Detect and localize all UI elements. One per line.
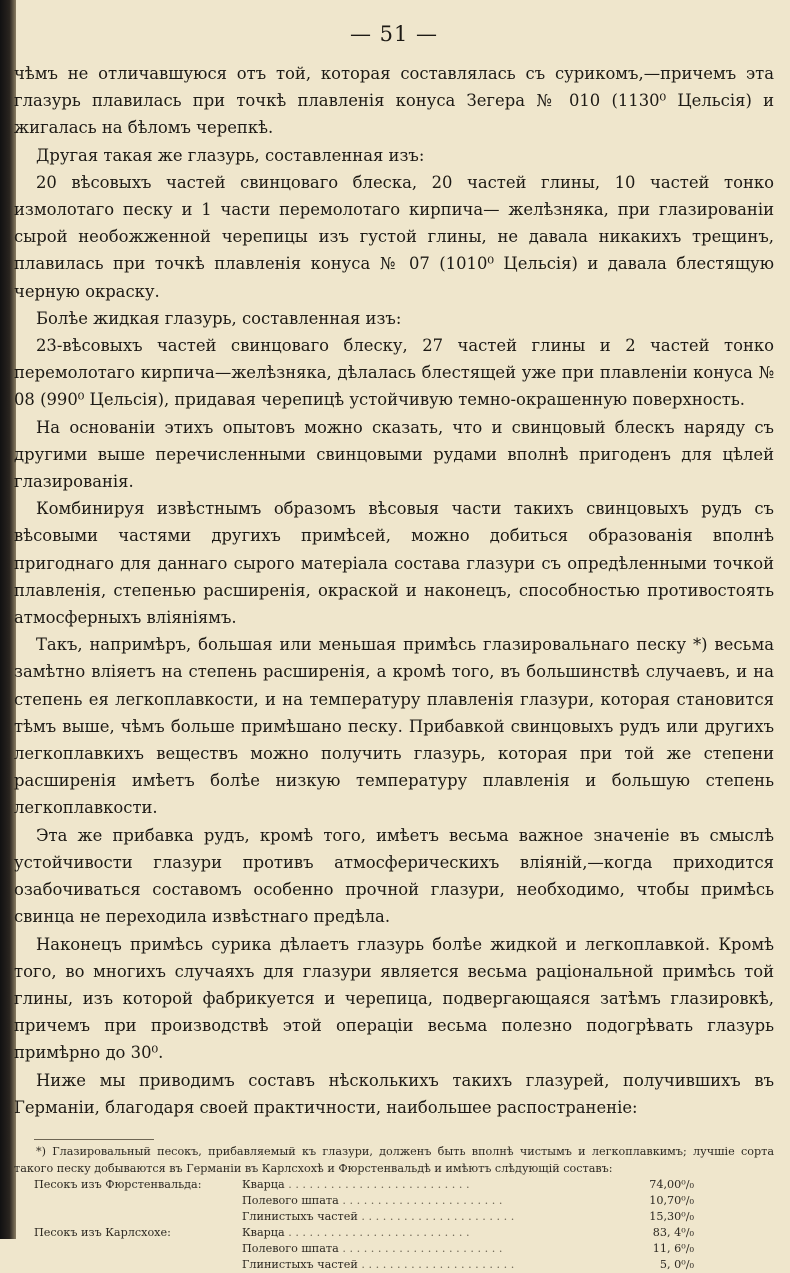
footnote-text: *) Глазировальный песокъ, прибавляемый къ глазури, долженъ быть вполнѣ чистымъ и легкоплавкимъ; лучшіе сорта такого песку добываются въ Германіи въ Карлсхохѣ и Фюрстенвальдѣ и имѣютъ слѣдующій составъ: bbox=[14, 1144, 774, 1175]
sand-source bbox=[34, 1209, 242, 1225]
component-name: Глинистыхъ частей bbox=[242, 1210, 358, 1224]
table-row bbox=[34, 1209, 694, 1225]
component-percent: 74,00⁰/₀ bbox=[649, 1178, 694, 1192]
component-name: Полевого шпата bbox=[242, 1242, 339, 1256]
sand-composition-table bbox=[34, 1177, 694, 1273]
component-percent: 11, 6⁰/₀ bbox=[652, 1242, 694, 1256]
paragraph: На основаніи этихъ опытовъ можно сказать, что и свинцовый блескъ наряду съ другими выше перечисленными свинцовыми рудами вполнѣ пригоденъ для цѣлей глазированія. bbox=[14, 417, 774, 492]
table-row bbox=[34, 1241, 694, 1257]
component-name: Глинистыхъ частей bbox=[242, 1258, 358, 1272]
component-name: Полевого шпата bbox=[242, 1194, 339, 1208]
paragraph: Болѣе жидкая глазурь, составленная изъ: bbox=[36, 308, 402, 328]
table-row bbox=[34, 1193, 694, 1209]
paragraph: Эта же прибавка рудъ, кромѣ того, имѣетъ весьма важное значеніе въ смыслѣ устойчивости глазури противъ атмосферическихъ вліяній,—когда приходится озабочиваться составомъ особенно прочной глазури, необходимо, чтобы примѣсь свинца не переходила извѣстнаго предѣла. bbox=[14, 825, 774, 927]
component-name: Кварца bbox=[242, 1178, 285, 1192]
component-percent: 15,30⁰/₀ bbox=[649, 1210, 694, 1224]
sand-source bbox=[34, 1241, 242, 1257]
component-percent: 83, 4⁰/₀ bbox=[652, 1226, 694, 1240]
paragraph: Другая такая же глазурь, составленная изъ: bbox=[36, 145, 425, 165]
dot-leader: . . . . . . . . . . . . . . . . . . . . . . . . . . bbox=[284, 1226, 470, 1240]
sand-source bbox=[34, 1193, 242, 1209]
page-number: — 51 — bbox=[349, 22, 439, 46]
dot-leader: . . . . . . . . . . . . . . . . . . . . . . bbox=[357, 1258, 515, 1272]
dot-leader: . . . . . . . . . . . . . . . . . . . . . . bbox=[357, 1210, 515, 1224]
sand-source: Песокъ изъ Карлсхохе: bbox=[34, 1226, 171, 1240]
sand-source bbox=[34, 1257, 242, 1273]
paragraph: Комбинируя извѣстнымъ образомъ вѣсовыя части такихъ свинцовыхъ рудъ съ вѣсовыми частями другихъ примѣсей, можно добиться образованія вполнѣ пригоднаго для даннаго сырого матеріала состава глазури съ опредѣленными точкой плавленія, степенью расширенія, окраской и наконецъ, способностью противостоять атмосферныхъ вліяніямъ. bbox=[14, 499, 774, 628]
main-text bbox=[14, 60, 774, 1121]
sand-source: Песокъ изъ Фюрстенвальда: bbox=[34, 1178, 202, 1192]
dot-leader: . . . . . . . . . . . . . . . . . . . . . . . bbox=[338, 1194, 503, 1208]
paragraph: Такъ, напримѣръ, большая или меньшая примѣсь глазировальнаго песку *) весьма замѣтно вліяетъ на степень расширенія, а кромѣ того, въ большинствѣ случаевъ, и на степень ея легкоплавкости, и на температуру плавленія глазури, которая становится тѣмъ выше, чѣмъ больше примѣшано песку. Прибавкой свинцовыхъ рудъ или другихъ легкоплавкихъ веществъ можно получить глазурь, которая при той же степени расширенія имѣетъ болѣе низкую температуру плавленія и большую степень легкоплавкости. bbox=[14, 635, 774, 818]
book-page bbox=[14, 22, 774, 1273]
table-row bbox=[34, 1257, 694, 1273]
dot-leader: . . . . . . . . . . . . . . . . . . . . . . . . . . bbox=[284, 1178, 470, 1192]
paragraph: Ниже мы приводимъ составъ нѣсколькихъ такихъ глазурей, получившихъ въ Германіи, благодаря своей практичности, наибольшее распостраненіе: bbox=[14, 1070, 774, 1117]
component-percent: 10,70⁰/₀ bbox=[649, 1194, 694, 1208]
table-row bbox=[34, 1177, 694, 1193]
paragraph: Наконецъ примѣсь сурика дѣлаетъ глазурь болѣе жидкой и легкоплавкой. Кромѣ того, во многихъ случаяхъ для глазури является весьма раціональной примѣсь той глины, изъ которой фабрикуется и черепица, подвергающаяся затѣмъ глазировкѣ, причемъ при производствѣ этой операціи весьма полезно подогрѣвать глазурь примѣрно до 30⁰. bbox=[14, 934, 774, 1063]
component-name: Кварца bbox=[242, 1226, 285, 1240]
paragraph: 20 вѣсовыхъ частей свинцоваго блеска, 20 частей глины, 10 частей тонко измолотаго песку и 1 части перемолотаго кирпича— желѣзняка, при глазированіи сырой необожженной черепицы изъ густой глины, не давала никакихъ трещинъ, плавилась при точкѣ плавленія конуса № 07 (1010⁰ Цельсія) и давала блестящую черную окраску. bbox=[14, 172, 774, 301]
paragraph: 23-вѣсовыхъ частей свинцоваго блеску, 27 частей глины и 2 частей тонко перемолотаго кирпича—желѣзняка, дѣлалась блестящей уже при плавленіи конуса № 08 (990⁰ Цельсія), придавая черепицѣ устойчивую темно-окрашенную поверхность. bbox=[14, 336, 774, 410]
footnote-divider bbox=[34, 1139, 154, 1140]
paragraph: чѣмъ не отличавшуюся отъ той, которая составлялась съ сурикомъ,—причемъ эта глазурь плавилась при точкѣ плавленія конуса Зегера № 010 (1130⁰ Цельсія) и жигалась на бѣломъ черепкѣ. bbox=[14, 64, 774, 138]
footnote bbox=[14, 1144, 774, 1273]
dot-leader: . . . . . . . . . . . . . . . . . . . . . . . bbox=[338, 1242, 503, 1256]
component-percent: 5, 0⁰/₀ bbox=[659, 1258, 694, 1272]
